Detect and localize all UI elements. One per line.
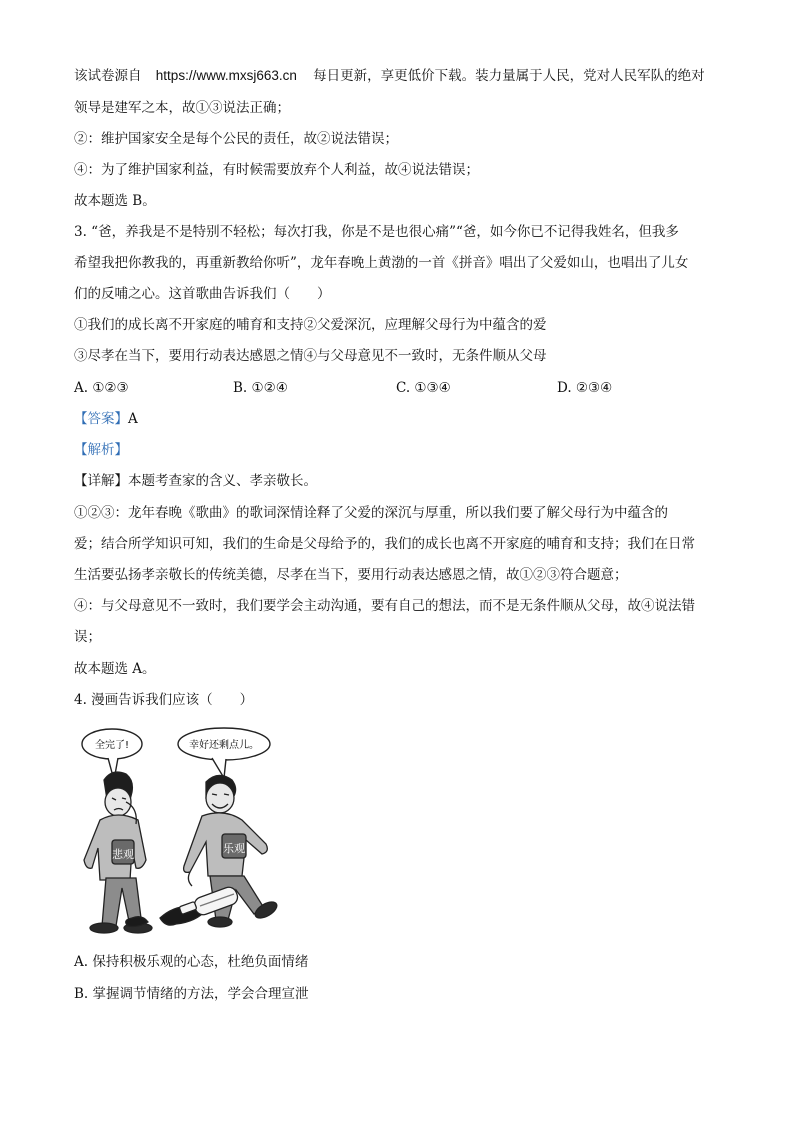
- detail-tag: 【详解】: [74, 473, 128, 489]
- q4-option-b: B. 掌握调节情绪的方法，学会合理宣泄: [74, 986, 309, 1002]
- q3-conclusion: 故本题选 A。: [74, 661, 156, 677]
- q3-answer: [74, 409, 724, 429]
- answer-tag: 【答案】: [74, 411, 128, 427]
- q3-explanation-line-2: 爱；结合所学知识可知，我们的生命是父母给予的，我们的成长也离不开家庭的哺育和支持；我们在日常: [74, 536, 695, 552]
- q3-explanation-line-4: ④：与父母意见不一致时，我们要学会主动沟通，要有自己的想法，而不是无条件顺从父母，故④说法错: [74, 598, 695, 614]
- comic-illustration: [74, 722, 306, 936]
- header-line: [74, 66, 724, 86]
- q3-detail: [74, 471, 724, 491]
- prev-answer-continuation: 装力量属于人民，党对人民军队的绝对: [475, 68, 705, 84]
- optimist-shirt-label: 乐观: [223, 842, 245, 855]
- q3-statements-line-2: ③尽孝在当下，要用行动表达感恩之情④与父母意见不一致时，无条件顺从父母: [74, 348, 547, 364]
- header-tagline: 每日更新，享更低价下载。: [313, 68, 476, 84]
- q4-option-a: A. 保持积极乐观的心态，杜绝负面情绪: [74, 954, 309, 970]
- q3-explanation-line-3: 生活要弘扬孝亲敬长的传统美德，尽孝在当下，要用行动表达感恩之情，故①②③符合题意；: [74, 567, 628, 583]
- q3-option-d: D. ②③④: [557, 380, 613, 396]
- q3-option-b: B. ①②④: [233, 380, 288, 396]
- q3-stem-line-1: 3. “爸，养我是不是特别不轻松；每次打我，你是不是也很心痛”“爸，如今你已不记得我姓名，但我多: [74, 224, 679, 240]
- left-bubble-text: 全完了!: [94, 740, 130, 751]
- source-label: 该试卷源自: [74, 68, 142, 84]
- q3-explanation-line-1: ①②③：龙年春晚《歌曲》的歌词深情诠释了父爱的深沉与厚重，所以我们要了解父母行为中蕴含的: [74, 505, 668, 521]
- pessimist-shirt-label: 悲观: [112, 848, 134, 861]
- prev-answer-line-4: ④：为了维护国家利益，有时候需要放弃个人利益，故④说法错误；: [74, 162, 479, 178]
- prev-answer-line-2: 领导是建军之本，故①③说法正确；: [74, 100, 290, 116]
- q3-stem-line-3: 们的反哺之心。这首歌曲告诉我们（ ）: [74, 286, 331, 302]
- pessimist-figure: [84, 772, 152, 933]
- answer-value: A: [128, 411, 138, 427]
- source-url-link[interactable]: https://www.mxsj663.cn: [155, 68, 297, 83]
- q3-option-c: C. ①③④: [396, 380, 451, 396]
- q4-stem: 4. 漫画告诉我们应该（ ）: [74, 692, 254, 708]
- analysis-tag: 【解析】: [74, 442, 128, 458]
- q3-explanation-line-5: 误；: [74, 629, 101, 645]
- detail-intro: 本题考查家的含义、孝亲敬长。: [128, 473, 317, 489]
- prev-answer-conclusion: 故本题选 B。: [74, 193, 156, 209]
- q3-analysis-heading: [74, 440, 724, 460]
- right-speech-bubble: [178, 728, 270, 778]
- prev-answer-line-3: ②：维护国家安全是每个公民的责任，故②说法错误；: [74, 131, 398, 147]
- right-bubble-text: 幸好还剩点儿。: [189, 740, 259, 751]
- q3-stem-line-2: 希望我把你教我的，再重新教给你听”，龙年春晚上黄渤的一首《拼音》唱出了父爱如山，也唱出了儿女: [74, 255, 689, 271]
- q3-option-a: A. ①②③: [74, 380, 129, 396]
- q3-statements-line-1: ①我们的成长离不开家庭的哺育和支持②父爱深沉，应理解父母行为中蕴含的爱: [74, 317, 547, 333]
